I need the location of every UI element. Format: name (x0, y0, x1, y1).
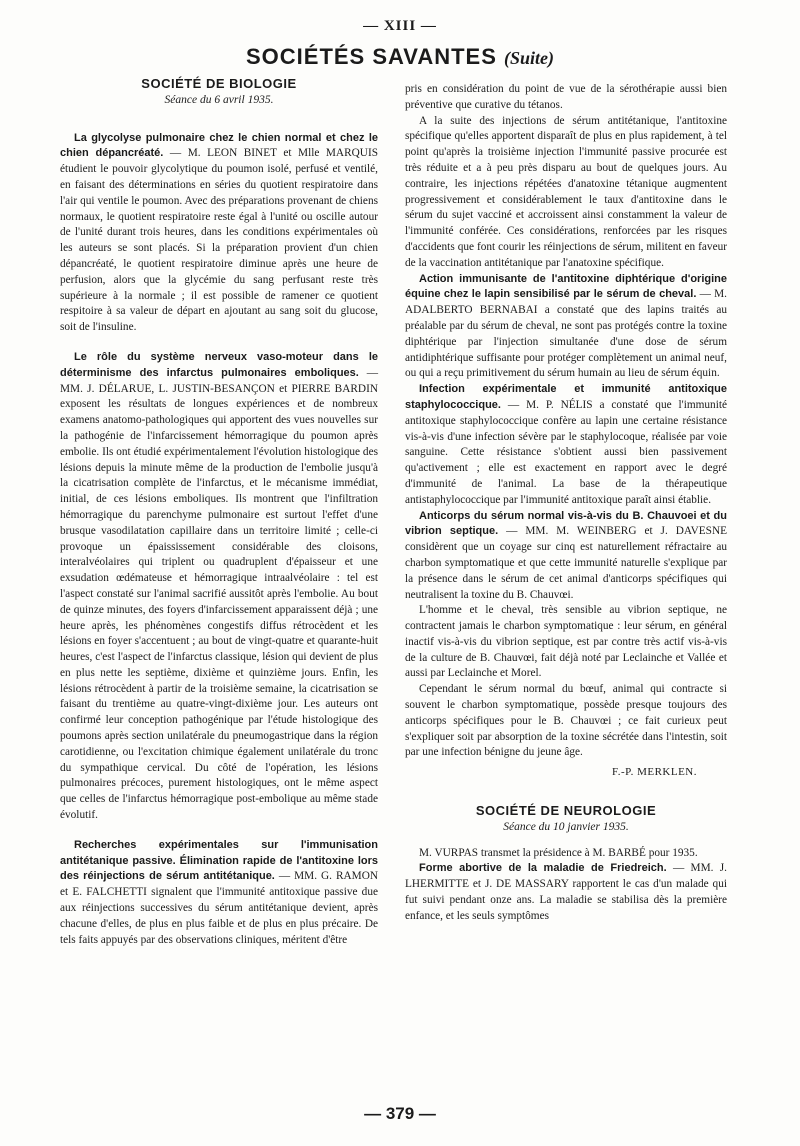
article-body: — M. P. NÉLIS a constaté que l'immunité antitoxique staphylococcique confère au lapin une certaine résistance vis-à-vis d'une infection sévère par le staphylocoque, réalisée par voie sanguine. Cette résistance s'obtient aussi bien passivement qu'activement ; elle est exactement en rapport avec le degré d'immunité de l'animal. La base de la thérapeutique antistaphylococcique par l'immunité antitoxique paraît ainsi établie. (405, 398, 727, 506)
page-number: — 379 — (364, 1104, 436, 1123)
article-title: Anticorps du sérum normal vis-à-vis du B. Chauvoei et du vibrion septique. (405, 509, 727, 538)
author-signature: F.-P. MERKLEN. (612, 766, 697, 779)
continuation-paragraph: A la suite des injections de sérum antitétanique, l'antitoxine spécifique qu'elles apportent disparaît de plus en plus rapidement, à tel point qu'après la troisième injection l'immunité passive procurée est très réduite et a à peu près disparu au bout de quelques jours. Au contraire, les injections répétées d'anatoxine tétanique augmentent progressivement et considérablement le taux d'antitoxine dans le sérum du sujet vacciné et accroissent ainsi constamment la valeur de l'immunité conférée. Ces considérations, renforcées par les risques d'accidents que font courir les réinjections de sérum, militent en faveur de la vaccination antitétanique par l'anatoxine spécifique. (405, 114, 727, 269)
article-body: — M. LEON BINET et Mlle MARQUIS étudient le pouvoir glycolytique du poumon isolé, perfusé et ventilé, en faisant des déterminations en séries du quotient respiratoire dans l'air qui ventile le poumon. Avec des préparations provenant de chiens normaux, le quotient respiratoire reste égal à l'unité ou oscille autour de l'unité durant trois heures, dans les conditions expérimentales où les auteurs se sont placés. Si la préparation provient d'un chien dépancréaté, le quotient respiratoire diminue après une heure de perfusion, alors que la glycémie du sang perfusant reste très supérieure à la normale ; il est possible de ramener ce quotient respitoire à sa valeur de départ en ajoutant au sang soit du glucose, soit de l'insuline. (60, 147, 378, 334)
article-body: — M. ADALBERTO BERNABAI a constaté que des lapins traités au préalable par du sérum de cheval, ne sont pas protégés contre la toxine diphtérique par l'injection simultanée d'une dose de sérum antidiphtérique suffisante pour protéger complètement un animal neuf, ou qui a reçu primitivement du sérum humain au lieu de sérum équin. (405, 288, 727, 380)
body-paragraph: L'homme et le cheval, très sensible au vibrion septique, ne contractent jamais le charbon symptomatique : leur sérum, en général inactif vis-à-vis du vibrion septique, est par contre très actif vis-à-vis de la culture de B. Chauvœi, fait déjà noté par Leclainche et Vallée et aussi par Leclainche et Morel. (405, 604, 727, 680)
article-title: La glycolyse pulmonaire chez le chien normal et chez le chien dépancréaté. (60, 131, 378, 160)
left-column (60, 76, 378, 948)
article-glycolyse (60, 131, 378, 336)
article-body: — MM. G. RAMON et E. FALCHETTI signalent que l'immunité antitoxique passive due aux réinjections successives du sérum antitétanique devient, après chacune d'elles, de plus en plus faible et de plus en plus précaire. De tels faits appuyés par des observations cliniques, méritent d'être (60, 870, 379, 946)
right-column (405, 82, 727, 925)
article-chauvoei (405, 509, 727, 604)
article-title: Le rôle du système nerveux vaso-moteur dans le déterminisme des infarctus pulmonaires emboliques. (60, 350, 378, 379)
article-title: Forme abortive de la maladie de Friedreich. (419, 862, 667, 875)
article-title: Action immunisante de l'antitoxine diphtérique d'origine équine chez le lapin sensibilisé par le sérum de cheval. (405, 272, 727, 301)
body-paragraph: Cependant le sérum normal du bœuf, animal qui contracte si souvent le charbon symptomatique, possède presque toujours des anticorps spécifiques pour le B. Chauvœi ; ce fait curieux peut s'expliquer soit par absorption de la toxine sécrétée dans l'intestin, soit par une infection bénigne du jeune âge. (405, 683, 727, 759)
presidence-note: M. VURPAS transmet la présidence à M. BARBÉ pour 1935. (419, 846, 698, 859)
article-friedreich (405, 861, 727, 924)
section-title-neurologie: SOCIÉTÉ DE NEUROLOGIE (475, 803, 657, 819)
article-body: — MM. J. LHERMITTE et J. DE MASSARY rapportent le cas d'un malade qui fut suivi pendant onze ans. La maladie se stabilisa dès la première enfance, et les seuls symptômes (405, 862, 727, 922)
article-diphterique (405, 272, 727, 383)
article-body: — MM. J. DÉLARUE, L. JUSTIN-BESANÇON et PIERRE BARDIN exposent les résultats de longues expériences et de nombreux examens anatomo-pathologiques qui apportent des vues nouvelles sur la pathogénie de l'infarcissement hémorragique du poumon après embolie. Ils ont étudié expérimentalement l'évolution histologique des lésions depuis la minute même de la production de l'embolie jusqu'à la cicatrisation complète de l'infarctus, et le mécanisme immédiat, initial, de ces lésions emboliques. Ils montrent que l'infiltration hémorragique du parenchyme pulmonaire est surtout l'effet d'une brusque vasodilatation capillaire dans un territoire limité ; celle-ci provoque un épaississement considérable des cloisons, interalvéolaires qui triplent ou quadruplent d'épaisseur et une exsudation œdémateuse et hémorragique intraalvéolaire : tel est l'aspect constaté sur l'animal sacrifié aussitôt après l'embolie. Au bout de quinze minutes, des foyers d'infarcissement apparaissent déjà ; une heure après, les phénomènes congestifs diffus rétrocèdent et les lésions en foyer s'accentuent ; au bout de vingt-quatre et quarante-huit heures, c'est l'aspect de l'infarctus classique, lésion qui devient de plus en plus nette les septième, dixième et quinzième jours. Enfin, les lésions rétrocèdent à partir de la troisième semaine, la cicatrisation se faisant du trentième au quatre-vingt-dixième jour. Les auteurs ont confirmé leur conception pathogénique par l'étude histologique des poumons après section unilatérale du pneumogastrique dans la région carotidienne, ou l'excitation chimique également unilatérale du tronc du sympathique cervical. Du côté de l'opération, les lésions pulmonaires précoces, purement histologiques, ont le même aspect que celles de l'infarctus hémorragique post-embolique au même stade évolutif. (60, 366, 378, 822)
page-masthead (0, 44, 800, 70)
article-title: Recherches expérimentales sur l'immunisation antitétanique passive. Élimination rapide de l'antitoxine lors des réinjections de sérum antitétanique. (60, 838, 378, 883)
section-title-biologie: SOCIÉTÉ DE BIOLOGIE (141, 76, 297, 91)
article-title: Infection expérimentale et immunité antitoxique staphylococcique. (405, 383, 727, 411)
neurologie-section (405, 803, 727, 925)
article-staphylococcique (405, 382, 727, 508)
article-vaso-moteur (60, 350, 378, 824)
masthead-suite: (Suite) (504, 48, 555, 68)
article-body: — MM. M. WEINBERG et J. DAVESNE considèrent que un coyage sur cinq est naturellement réfractaire au charbon symptomatique et que cette immunité naturelle s'explique par la présence dans le sérum de cet animal d'anticorps spécifiques qui neutralisent la toxine du B. Chauvœi. (405, 525, 728, 601)
article-antitetanique (60, 838, 378, 949)
section-date-biologie: Séance du 6 avril 1935. (164, 93, 274, 106)
section-date-neurologie: Séance du 10 janvier 1935. (503, 820, 629, 833)
page-header-roman: — XIII — (363, 18, 437, 34)
continuation-paragraph: pris en considération du point de vue de la sérothérapie aussi bien préventive que curative du tétanos. (405, 83, 727, 111)
masthead-title: SOCIÉTÉS SAVANTES (245, 44, 497, 69)
